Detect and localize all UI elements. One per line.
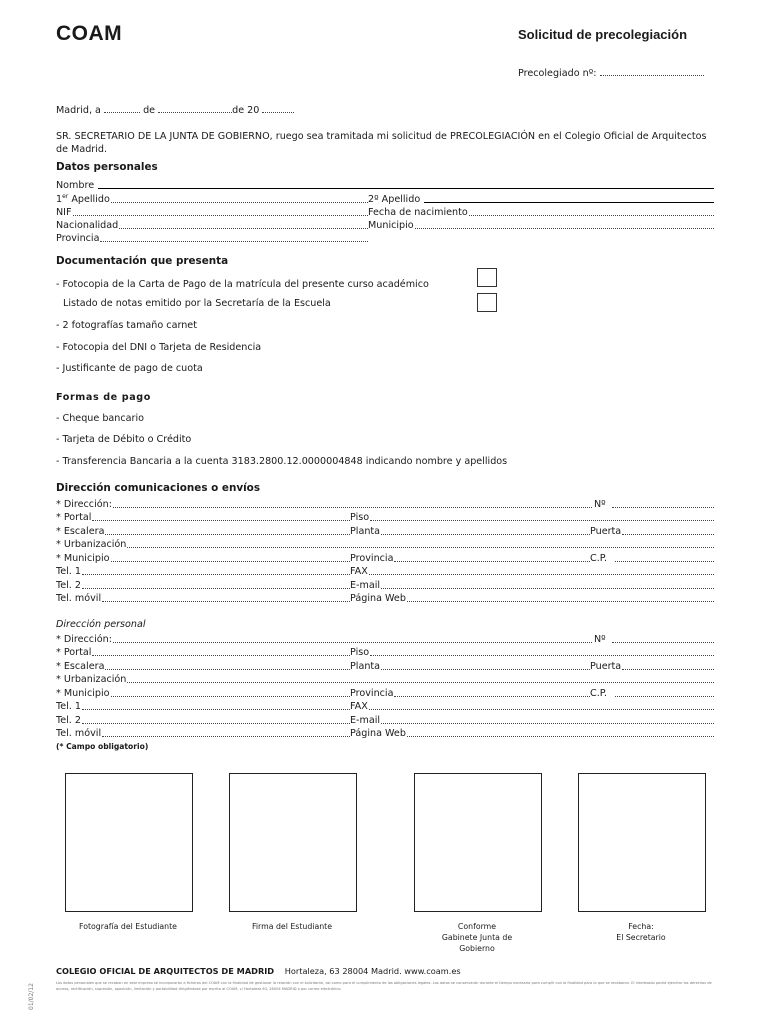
provincia-line[interactable] bbox=[100, 240, 368, 242]
addr1-piso-label: Piso bbox=[350, 512, 370, 523]
precolegiado-field[interactable] bbox=[518, 67, 704, 79]
addr1-email-label: E-mail bbox=[350, 580, 381, 591]
addr2-escalera-line[interactable] bbox=[105, 668, 350, 670]
addr1-cp-line[interactable] bbox=[615, 560, 714, 562]
addr2-escalera-label: * Escalera bbox=[56, 661, 105, 672]
addr1-piso-line[interactable] bbox=[370, 519, 714, 521]
addr1-planta-label: Planta bbox=[350, 526, 381, 537]
coam-logo: COAM bbox=[56, 22, 123, 45]
nacionalidad-row bbox=[56, 218, 714, 231]
addr1-municipio-row bbox=[56, 551, 714, 564]
addr1-fax-field[interactable] bbox=[350, 566, 714, 577]
comunicaciones-heading: Dirección comunicaciones o envíos bbox=[56, 482, 261, 494]
nif-field[interactable] bbox=[56, 207, 368, 218]
day-line[interactable] bbox=[104, 104, 140, 113]
fecha-nacimiento-field[interactable] bbox=[368, 207, 714, 218]
footer-address bbox=[56, 966, 461, 976]
addr1-cp-label: C.P. bbox=[590, 553, 608, 564]
mandatory-note: (* Campo obligatorio) bbox=[56, 742, 149, 751]
student-photo-box[interactable] bbox=[65, 773, 193, 912]
addr2-web-label: Página Web bbox=[350, 728, 406, 739]
nif-row bbox=[56, 205, 714, 218]
addr1-urbanizacion-field[interactable] bbox=[56, 537, 714, 550]
addr1-portal-label: * Portal bbox=[56, 512, 92, 523]
addr1-numero-field[interactable] bbox=[594, 499, 714, 510]
doc-item-carta-pago: - Fotocopia de la Carta de Pago de la matrícula del presente curso académico bbox=[56, 279, 429, 290]
addr2-portal-field[interactable] bbox=[56, 647, 350, 658]
doc-item-fotografias: - 2 fotografías tamaño carnet bbox=[56, 320, 197, 331]
apellido2-line[interactable] bbox=[424, 201, 714, 203]
addr1-email-field[interactable] bbox=[350, 580, 714, 591]
addr2-movil-label: Tel. móvil bbox=[56, 728, 102, 739]
date-de-month: de bbox=[143, 105, 156, 116]
pago-cheque: - Cheque bancario bbox=[56, 413, 144, 424]
date-de-year: de 20 bbox=[232, 105, 260, 116]
addr2-tel2-field[interactable] bbox=[56, 715, 350, 726]
addr2-puerta-label: Puerta bbox=[590, 661, 622, 672]
addr2-provincia-field[interactable] bbox=[350, 688, 590, 699]
precolegiado-label: Precolegiado nº: bbox=[518, 68, 597, 79]
addr2-municipio-label: * Municipio bbox=[56, 688, 110, 699]
precolegiado-line[interactable] bbox=[600, 67, 704, 76]
form-version-code: 01/02/12 bbox=[28, 983, 35, 1010]
addr1-tel2-field[interactable] bbox=[56, 580, 350, 591]
addr2-piso-line[interactable] bbox=[370, 654, 714, 656]
footer-org: COLEGIO OFICIAL DE ARQUITECTOS DE MADRID bbox=[56, 966, 275, 976]
addr2-cp-field[interactable] bbox=[590, 688, 714, 699]
addr2-planta-field[interactable] bbox=[350, 661, 590, 672]
addr1-portal-line[interactable] bbox=[92, 519, 350, 521]
student-signature-box[interactable] bbox=[229, 773, 357, 912]
addr2-tel1-label: Tel. 1 bbox=[56, 701, 81, 712]
addr1-portal-field[interactable] bbox=[56, 512, 350, 523]
apellido2-field[interactable] bbox=[368, 194, 714, 205]
addr1-movil-label: Tel. móvil bbox=[56, 593, 102, 604]
addr2-municipio-field[interactable] bbox=[56, 688, 350, 699]
addr2-urbanizacion-line[interactable] bbox=[127, 681, 714, 683]
addr1-portal-row bbox=[56, 510, 714, 523]
addr2-urbanizacion-label: * Urbanización bbox=[56, 674, 127, 685]
addr1-escalera-line[interactable] bbox=[105, 533, 350, 535]
addr1-numero-line[interactable] bbox=[612, 506, 714, 508]
addr1-direccion-field[interactable] bbox=[56, 499, 592, 510]
addr2-puerta-field[interactable] bbox=[590, 661, 714, 672]
apellido2-label: 2º Apellido bbox=[368, 194, 421, 205]
fecha-nacimiento-label: Fecha de nacimiento bbox=[368, 207, 468, 218]
addr2-tel2-label: Tel. 2 bbox=[56, 715, 81, 726]
addr2-provincia-label: Provincia bbox=[350, 688, 394, 699]
addr2-provincia-line[interactable] bbox=[394, 695, 590, 697]
addr2-email-label: E-mail bbox=[350, 715, 381, 726]
pago-tarjeta: - Tarjeta de Débito o Crédito bbox=[56, 434, 192, 445]
addr2-direccion-row bbox=[56, 632, 714, 645]
addr2-web-line[interactable] bbox=[407, 735, 714, 737]
apellido1-line[interactable] bbox=[111, 201, 368, 203]
date-place: Madrid, a bbox=[56, 105, 101, 116]
addr1-puerta-line[interactable] bbox=[622, 533, 714, 535]
addr1-provincia-field[interactable] bbox=[350, 553, 590, 564]
addr2-direccion-field[interactable] bbox=[56, 634, 592, 645]
addr2-escalera-field[interactable] bbox=[56, 661, 350, 672]
year-line[interactable] bbox=[262, 104, 294, 113]
addr2-email-line[interactable] bbox=[381, 722, 714, 724]
pago-heading: Formas de pago bbox=[56, 392, 151, 403]
municipio-label: Municipio bbox=[368, 220, 414, 231]
addr2-cp-label: C.P. bbox=[590, 688, 608, 699]
addr1-tel1-line[interactable] bbox=[82, 573, 350, 575]
addr2-tel1-line[interactable] bbox=[82, 708, 350, 710]
intro-text: SR. SECRETARIO DE LA JUNTA DE GOBIERNO, ruego sea tramitada mi solicitud de PRECOLEGIACIÓN en el Colegio Oficial de Arquitectos de Madrid. bbox=[56, 131, 707, 155]
addr1-tel2-row bbox=[56, 578, 714, 591]
addr1-fax-label: FAX bbox=[350, 566, 368, 577]
student-signature-caption: Firma del Estudiante bbox=[251, 922, 333, 931]
addr1-direccion-row bbox=[56, 497, 714, 510]
addr2-fax-label: FAX bbox=[350, 701, 368, 712]
secretary-caption bbox=[573, 921, 709, 943]
student-photo-caption: Fotografía del Estudiante bbox=[79, 922, 177, 931]
nacionalidad-label: Nacionalidad bbox=[56, 220, 119, 231]
addr2-piso-label: Piso bbox=[350, 647, 370, 658]
addr1-puerta-label: Puerta bbox=[590, 526, 622, 537]
addr2-movil-row bbox=[56, 726, 714, 739]
addr1-escalera-label: * Escalera bbox=[56, 526, 105, 537]
addr1-urbanizacion-line[interactable] bbox=[127, 546, 714, 548]
month-line[interactable] bbox=[158, 104, 232, 113]
secretary-date-box[interactable] bbox=[578, 773, 706, 912]
addr2-cp-line[interactable] bbox=[615, 695, 714, 697]
addr2-fax-line[interactable] bbox=[369, 708, 714, 710]
nacionalidad-field[interactable] bbox=[56, 220, 368, 231]
addr1-municipio-line[interactable] bbox=[111, 560, 350, 562]
nombre-field[interactable] bbox=[56, 178, 714, 191]
addr2-portal-label: * Portal bbox=[56, 647, 92, 658]
nacionalidad-line[interactable] bbox=[119, 227, 368, 229]
addr1-email-line[interactable] bbox=[381, 587, 714, 589]
fecha-nacimiento-line[interactable] bbox=[469, 214, 714, 216]
addr2-direccion-line[interactable] bbox=[113, 641, 592, 643]
apellidos-row bbox=[56, 192, 714, 205]
addr2-tel2-row bbox=[56, 713, 714, 726]
addr2-planta-line[interactable] bbox=[381, 668, 590, 670]
addr2-piso-field[interactable] bbox=[350, 647, 714, 658]
addr1-urbanizacion-label: * Urbanización bbox=[56, 539, 127, 550]
gabinete-caption-line3: Gobierno bbox=[459, 944, 495, 953]
addr2-urbanizacion-field[interactable] bbox=[56, 672, 714, 685]
addr1-movil-row bbox=[56, 591, 714, 604]
addr1-web-label: Página Web bbox=[350, 593, 406, 604]
documentacion-heading: Documentación que presenta bbox=[56, 255, 229, 267]
municipio-line[interactable] bbox=[415, 227, 714, 229]
apellido1-field[interactable] bbox=[56, 193, 368, 205]
addr2-numero-label: Nº bbox=[594, 634, 606, 645]
nif-line[interactable] bbox=[73, 214, 368, 216]
addr2-planta-label: Planta bbox=[350, 661, 381, 672]
secretary-caption-title: El Secretario bbox=[616, 933, 666, 942]
gabinete-caption bbox=[409, 921, 545, 954]
addr2-portal-line[interactable] bbox=[92, 654, 350, 656]
nombre-line[interactable] bbox=[98, 187, 714, 189]
addr2-email-field[interactable] bbox=[350, 715, 714, 726]
addr1-escalera-field[interactable] bbox=[56, 526, 350, 537]
addr1-fax-line[interactable] bbox=[369, 573, 714, 575]
date-line bbox=[56, 104, 294, 116]
addr1-direccion-line[interactable] bbox=[113, 506, 592, 508]
addr1-cp-field[interactable] bbox=[590, 553, 714, 564]
addr1-escalera-row bbox=[56, 524, 714, 537]
addr2-municipio-row bbox=[56, 686, 714, 699]
addr1-planta-line[interactable] bbox=[381, 533, 590, 535]
addr2-direccion-label: * Dirección: bbox=[56, 634, 112, 645]
gabinete-approval-box[interactable] bbox=[414, 773, 542, 912]
apellido1-label: 1er Apellido bbox=[56, 192, 110, 205]
doc-item-dni: - Fotocopia del DNI o Tarjeta de Residencia bbox=[56, 342, 262, 353]
addr1-tel2-label: Tel. 2 bbox=[56, 580, 81, 591]
addr2-tel1-row bbox=[56, 699, 714, 712]
addr2-escalera-row bbox=[56, 659, 714, 672]
pago-transferencia: - Transferencia Bancaria a la cuenta 3183.2800.12.0000004848 indicando nombre y apellidos bbox=[56, 456, 508, 467]
addr2-movil-field[interactable] bbox=[56, 728, 350, 739]
addr1-planta-field[interactable] bbox=[350, 526, 590, 537]
municipio-field[interactable] bbox=[368, 220, 714, 231]
addr1-provincia-line[interactable] bbox=[394, 560, 590, 562]
addr1-piso-field[interactable] bbox=[350, 512, 714, 523]
addr2-puerta-line[interactable] bbox=[622, 668, 714, 670]
addr1-movil-field[interactable] bbox=[56, 593, 350, 604]
nif-label: NIF bbox=[56, 207, 72, 218]
addr2-numero-field[interactable] bbox=[594, 634, 714, 645]
footer-legal-text: Los datos personales que se recaban en este impreso se incorporarán a ficheros del COAM con la finalidad de gestionar la relación con el solicitante, así como para el cumplimiento de las obligaciones legales. Los datos se conservarán durante el tiempo necesario para cumplir con la finalidad para la que se recabaron. El interesado podrá ejercitar los derechos de acceso, rectificación, supresión, oposición, limitación y portabilidad dirigiéndose por escrito al COAM, c/ Hortaleza 63, 28004 MADRID o por correo electrónico. bbox=[56, 981, 712, 991]
addr1-provincia-label: Provincia bbox=[350, 553, 394, 564]
addr1-tel2-line[interactable] bbox=[82, 587, 350, 589]
gabinete-caption-line1: Conforme bbox=[457, 922, 497, 931]
addr2-movil-line[interactable] bbox=[102, 735, 350, 737]
nombre-label: Nombre bbox=[56, 180, 95, 191]
addr2-tel1-field[interactable] bbox=[56, 701, 350, 712]
addr2-numero-line[interactable] bbox=[612, 641, 714, 643]
document-title: Solicitud de precolegiación bbox=[518, 27, 688, 42]
personal-address-heading: Dirección personal bbox=[56, 619, 146, 630]
addr2-tel2-line[interactable] bbox=[82, 722, 350, 724]
addr1-puerta-field[interactable] bbox=[590, 526, 714, 537]
addr1-tel1-label: Tel. 1 bbox=[56, 566, 81, 577]
addr1-municipio-field[interactable] bbox=[56, 553, 350, 564]
addr2-web-field[interactable] bbox=[350, 728, 714, 739]
addr1-web-line[interactable] bbox=[407, 600, 714, 602]
addr1-movil-line[interactable] bbox=[102, 600, 350, 602]
addr1-numero-label: Nº bbox=[594, 499, 606, 510]
provincia-field[interactable] bbox=[56, 231, 368, 244]
doc-item-notas: Listado de notas emitido por la Secretaría de la Escuela bbox=[63, 298, 331, 309]
footer-contact: Hortaleza, 63 28004 Madrid. www.coam.es bbox=[284, 966, 461, 976]
addr2-fax-field[interactable] bbox=[350, 701, 714, 712]
addr1-direccion-label: * Dirección: bbox=[56, 499, 112, 510]
addr1-tel1-row bbox=[56, 564, 714, 577]
doc-item-justificante: - Justificante de pago de cuota bbox=[56, 363, 203, 374]
secretary-caption-fecha: Fecha: bbox=[628, 922, 654, 931]
addr1-web-field[interactable] bbox=[350, 593, 714, 604]
addr1-municipio-label: * Municipio bbox=[56, 553, 110, 564]
addr2-portal-row bbox=[56, 645, 714, 658]
gabinete-caption-line2: Gabinete Junta de bbox=[441, 933, 513, 942]
addr1-tel1-field[interactable] bbox=[56, 566, 350, 577]
checkbox-notas[interactable] bbox=[477, 293, 497, 312]
checkbox-carta-pago[interactable] bbox=[477, 268, 497, 287]
provincia-label: Provincia bbox=[56, 233, 100, 244]
personal-data-heading: Datos personales bbox=[56, 161, 158, 173]
addr2-municipio-line[interactable] bbox=[111, 695, 350, 697]
